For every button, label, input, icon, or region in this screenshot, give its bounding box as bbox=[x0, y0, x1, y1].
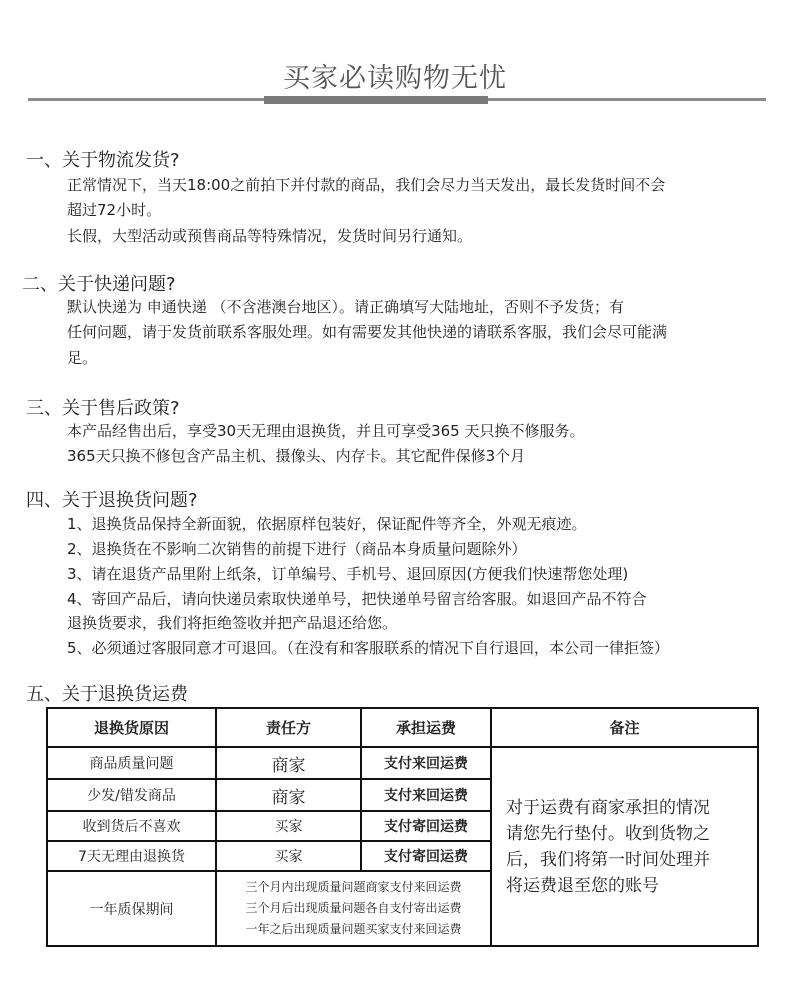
section-text: 足。 bbox=[67, 349, 98, 367]
table-header-row bbox=[47, 708, 758, 747]
cell-party: 商家 bbox=[216, 779, 361, 811]
cell-fee: 支付寄回运费 bbox=[361, 841, 491, 871]
header-fee: 承担运费 bbox=[361, 708, 491, 747]
section-text: 退换货要求，我们将拒绝签收并把产品退还给您。 bbox=[67, 614, 398, 632]
cell-reason: 7天无理由退换货 bbox=[47, 841, 216, 871]
section-text: 5、必须通过客服同意才可退回。（在没有和客服联系的情况下自行退回，本公司一律拒签） bbox=[67, 639, 670, 657]
warranty-line: 一年之后出现质量问题买家支付来回运费 bbox=[245, 922, 462, 936]
section-text: 365天只换不修包含产品主机、摄像头、内存卡。其它配件保修3个月 bbox=[67, 447, 526, 465]
header-party: 责任方 bbox=[216, 708, 361, 747]
section-text: 2、退换货在不影响二次销售的前提下进行（商品本身质量问题除外） bbox=[67, 540, 527, 558]
section-text: 超过72小时。 bbox=[67, 201, 162, 219]
section-text: 本产品经售出后，享受30天无理由退换货，并且可享受365 天只换不修服务。 bbox=[67, 422, 585, 440]
header-reason: 退换货原因 bbox=[47, 708, 216, 747]
remark-line: 后，我们将第一时间处理并 bbox=[506, 849, 710, 870]
section-heading-shipping-fees: 五、关于退换货运费 bbox=[26, 684, 188, 705]
remark-line: 对于运费有商家承担的情况 bbox=[506, 797, 710, 818]
section-text: 任何问题，请于发货前联系客服处理。如有需要发其他快递的请联系客服，我们会尽可能满 bbox=[67, 323, 668, 341]
section-heading-courier: 二、关于快递问题? bbox=[22, 274, 176, 295]
page-title: 买家必读购物无忧 bbox=[283, 63, 507, 94]
cell-fee: 支付来回运费 bbox=[361, 747, 491, 779]
remark-line: 请您先行垫付。收到货物之 bbox=[506, 823, 710, 844]
section-text: 1、退换货品保持全新面貌，依据原样包装好，保证配件等齐全，外观无痕迹。 bbox=[67, 515, 587, 533]
page-header bbox=[0, 0, 790, 110]
shipping-fee-table bbox=[46, 707, 759, 947]
cell-fee: 支付来回运费 bbox=[361, 779, 491, 811]
section-heading-logistics: 一、关于物流发货? bbox=[26, 150, 180, 171]
section-text: 4、寄回产品后，请向快递员索取快递单号，把快递单号留言给客服。如退回产品不符合 bbox=[67, 590, 647, 608]
section-heading-returns: 四、关于退换货问题? bbox=[26, 490, 198, 511]
section-text: 长假，大型活动或预售商品等特殊情况，发货时间另行通知。 bbox=[67, 227, 473, 245]
cell-fee: 支付寄回运费 bbox=[361, 811, 491, 841]
warranty-line: 三个月后出现质量问题各自支付寄出运费 bbox=[245, 901, 462, 915]
remark-cell bbox=[491, 747, 758, 946]
cell-reason: 一年质保期间 bbox=[47, 871, 216, 946]
title-underline bbox=[264, 96, 488, 104]
table-row bbox=[47, 747, 758, 779]
cell-party: 买家 bbox=[216, 811, 361, 841]
warranty-fee-cell bbox=[216, 871, 491, 946]
cell-reason: 商品质量问题 bbox=[47, 747, 216, 779]
section-text: 3、请在退货产品里附上纸条，订单编号、手机号、退回原因(方便我们快速帮您处理) bbox=[67, 565, 629, 583]
section-text: 默认快递为 申通快递 （不含港澳台地区）。请正确填写大陆地址，否则不予发货；有 bbox=[67, 298, 625, 316]
cell-reason: 收到货后不喜欢 bbox=[47, 811, 216, 841]
section-text: 正常情况下，当天18:00之前拍下并付款的商品，我们会尽力当天发出，最长发货时间不会 bbox=[67, 176, 666, 194]
remark-line: 将运费退至您的账号 bbox=[506, 875, 659, 896]
cell-party: 商家 bbox=[216, 747, 361, 779]
cell-party: 买家 bbox=[216, 841, 361, 871]
warranty-line: 三个月内出现质量问题商家支付来回运费 bbox=[245, 880, 462, 894]
header-remark: 备注 bbox=[491, 708, 758, 747]
cell-reason: 少发/错发商品 bbox=[47, 779, 216, 811]
section-heading-aftersale: 三、关于售后政策? bbox=[26, 398, 180, 419]
